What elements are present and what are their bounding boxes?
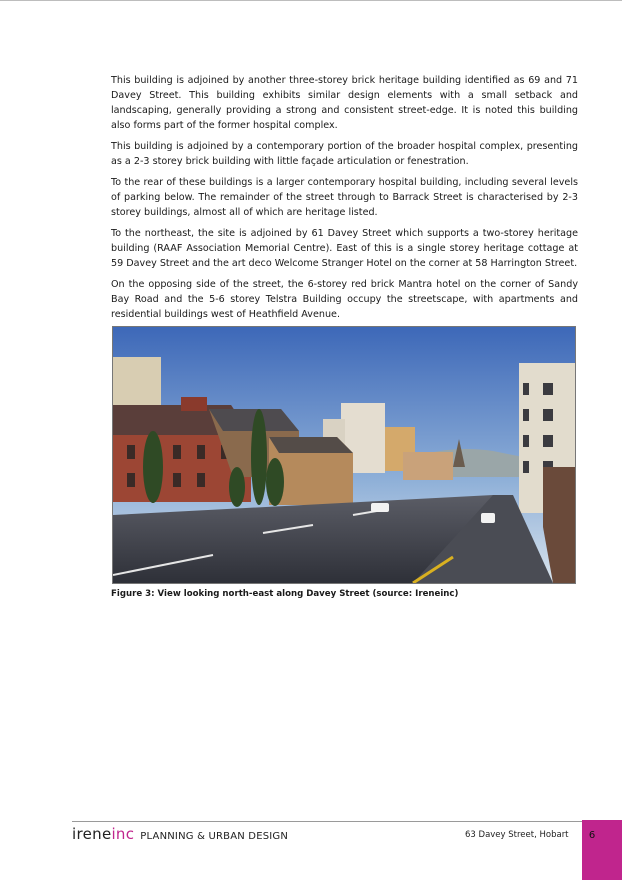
car [371,503,389,512]
top-rule [0,0,622,1]
paragraph-4: To the northeast, the site is adjoined by 61 Davey Street which supports a two-storey heritage building (RAAF Association Memorial Centre). East of this is a single storey heritage cottage at 59 Davey Street and the art deco Welcome Stranger Hotel on the corner at 58 Harrington Street. [111,228,578,269]
street-view-illustration [113,327,575,583]
paragraph-5: On the opposing side of the street, the 6-storey red brick Mantra hotel on the corner of Sandy Bay Road and the 5-6 storey Telstra Building occupy the streetscape, with apartments and residential buildings west of Heathfield Avenue. [111,279,578,320]
chimney [181,397,207,411]
figure-caption: Figure 3: View looking north-east along Davey Street (source: Ireneinc) [111,589,459,599]
figure-photo [112,326,576,584]
page-number: 6 [588,830,596,841]
footer-address: 63 Davey Street, Hobart [465,830,569,840]
brand-inc: inc [111,825,135,843]
footer-rule [72,821,582,822]
paragraph-1: This building is adjoined by another three-storey brick heritage building identified as 69 and 71 Davey Street. This building exhibits similar design elements with a small setback and landscaping, generally providing a strong and consistent street-edge. It is noted this building also forms part of the former hospital complex. [111,75,578,131]
brand-tagline: PLANNING & URBAN DESIGN [140,831,289,842]
paragraph-3: To the rear of these buildings is a larger contemporary hospital building, including several levels of parking below. The remainder of the street through to Barrack Street is characterised by 2-3 storey buildings, almost all of which are heritage listed. [111,177,578,218]
body-text [111,73,578,328]
car [481,513,495,523]
brand-logo [72,825,288,843]
low-building [403,452,453,480]
brand-irene: irene [72,825,112,843]
paragraph-2: This building is adjoined by a contemporary portion of the broader hospital complex, presenting as a 2-3 storey brick building with little façade articulation or fenestration. [111,141,578,167]
page-number-box [582,820,622,880]
